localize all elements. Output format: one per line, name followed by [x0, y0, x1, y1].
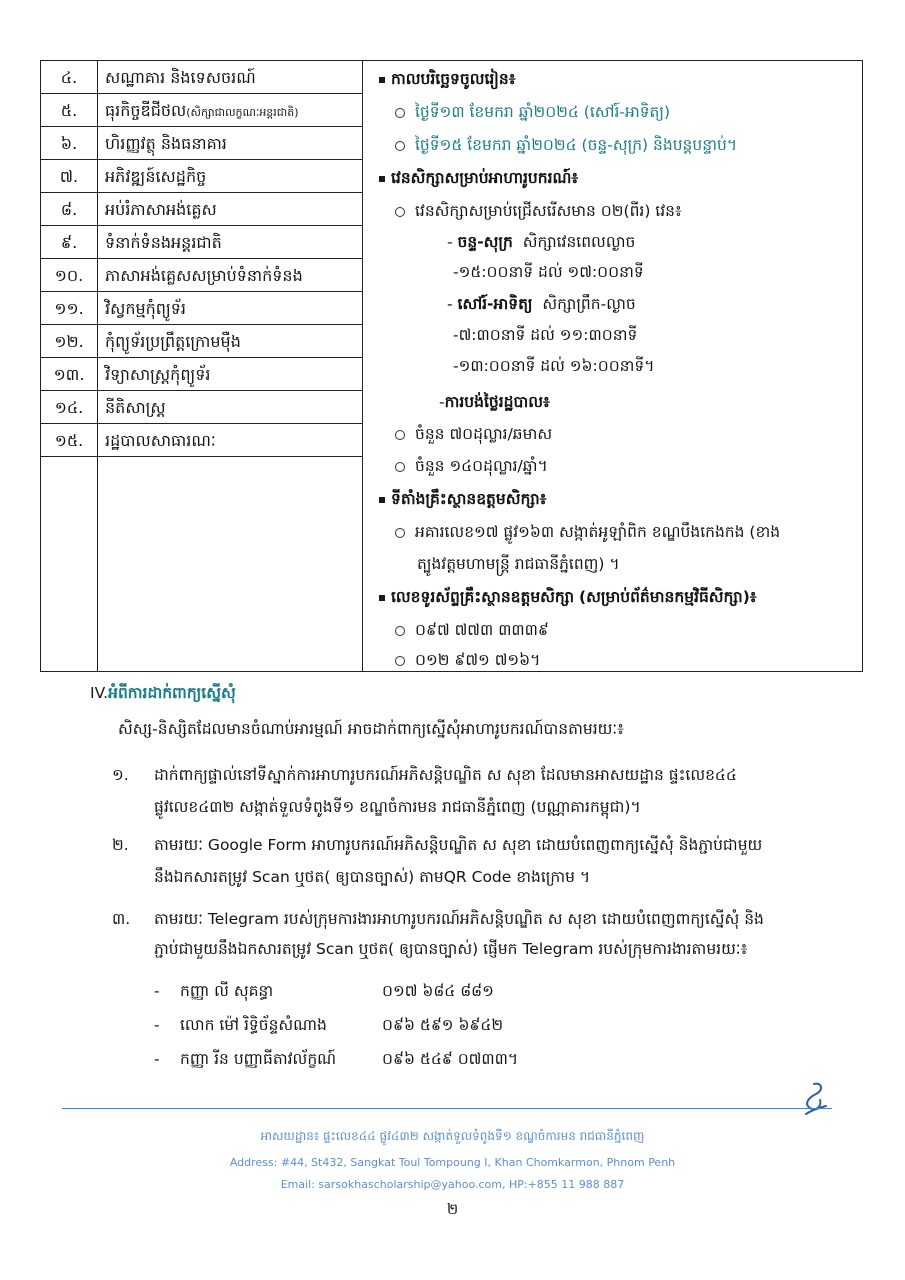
footer-email: Email: sarsokhascholarship@yahoo.com, HP:+855 11 988 887 — [280, 1178, 625, 1191]
circle-bullet-icon — [395, 528, 405, 538]
footer-address-en: Address: #44, St432, Sangkat Toul Tompoung I, Khan Chomkarmon, Phnom Penh — [229, 1156, 676, 1169]
item-1-line-2: ផ្លូវលេខ៤៣២ សង្កាត់ទួលទំពូងទី១ ខណ្ឌចំការមន រាជធានីភ្នំពេញ (បណ្ណាគារកម្ពុជា)។ — [154, 798, 641, 816]
contact-name: លោក ម៉ៅ រិទ្ធិច័ន្ទសំណាង — [180, 1016, 327, 1034]
contact-dash: - — [154, 982, 160, 1000]
row-number: ១៣. — [53, 365, 85, 384]
location-line-2: ត្បូងវត្តមហាមន្ត្រី រាជធានីភ្នំពេញ) ។ — [417, 555, 620, 573]
circle-bullet-icon — [395, 656, 405, 666]
square-bullet-icon — [379, 77, 385, 83]
footer-divider — [62, 1108, 832, 1109]
fee-heading: -ការបង់ថ្លៃរដ្ឋបាល៖ — [439, 393, 550, 411]
footer-address-kh: អាសយដ្ឋាន៖ ផ្ទះលេខ៤៤ ផ្លូវ៤៣២ សង្កាត់ទួលទំពូងទី១ ខណ្ឌចំការមន រាជធានីភ្នំពេញ — [260, 1129, 645, 1143]
phone-2: ០១២ ៩៧១ ៧១៦។ — [395, 645, 540, 675]
page-number: ២ — [446, 1200, 459, 1218]
row-subject: ធុរកិច្ចឌីជីថល(សិក្សាជាលក្ខណៈអន្តរជាតិ) — [105, 101, 299, 120]
table-row — [41, 391, 362, 424]
table-row — [41, 193, 362, 226]
row-subject: នីតិសាស្ត្រ — [105, 398, 166, 417]
row-subject: វិទ្យាសាស្ត្រកុំព្យូទ័រ — [105, 365, 211, 384]
circle-bullet-icon — [395, 626, 405, 636]
item-1-number: ១. — [112, 766, 129, 784]
contact-phone: ០១៧ ៦៨៤ ៨៨១ — [382, 982, 494, 1000]
table-row — [41, 424, 362, 457]
shift-weekend-time-2: -១៣:០០នាទី ដល់ ១៦:០០នាទី។ — [453, 357, 655, 375]
row-subject: រដ្ឋបាលសាធារណៈ — [105, 431, 216, 450]
table-row — [41, 259, 362, 292]
table-row — [41, 325, 362, 358]
row-number: ៥. — [60, 101, 78, 120]
contact-phone: ០៩៦ ៥៤៩ ០៧៣៣។ — [382, 1050, 519, 1068]
circle-bullet-icon — [395, 430, 405, 440]
item-3-line-2: ភ្ជាប់ជាមួយនឹងឯកសារតម្រូវ Scan ឬថត( ឲ្យបានច្បាស់) ផ្ញើមក Telegram របស់ក្រុមការងារតាមរយៈ៖ — [154, 940, 748, 958]
phone-heading: លេខទូរស័ព្ទគ្រឹះស្ថានឧត្តមសិក្សា (សម្រាប់ព័ត៌មានកម្មវិធីសិក្សា)៖ — [379, 582, 757, 612]
row-subject: ភាសាអង់គ្លេសសម្រាប់ទំនាក់ទំនង — [105, 266, 303, 285]
row-subject: ទំនាក់ទំនងអន្តរជាតិ — [105, 233, 222, 252]
contact-name: កញ្ញា រីន បញ្ញាធីតាវល័ក្ខណ៍ — [180, 1050, 337, 1068]
fee-semester: ចំនួន ៧០ដុល្លារ/ឆមាស — [395, 419, 552, 449]
table-row — [41, 94, 362, 127]
circle-bullet-icon — [395, 108, 405, 118]
item-2-number: ២. — [112, 836, 129, 854]
item-2-line-2: នឹងឯកសារតម្រូវ Scan ឬថត( ឲ្យបានច្បាស់) តាមQR Code ខាងក្រោម ។ — [154, 868, 591, 886]
circle-bullet-icon — [395, 207, 405, 217]
start-date-1: ថ្ងៃទី១៣ ខែមករា ឆ្នាំ២០២៤ (សៅរ៍-អាទិត្យ) — [395, 97, 670, 127]
circle-bullet-icon — [395, 141, 405, 151]
location-line-1: អគារលេខ១៧ ផ្លូវ១៦៣ សង្កាត់អូឡាំពិក ខណ្ឌបឹងកេងកង (ខាង — [395, 517, 780, 547]
row-number: ៦. — [60, 134, 78, 153]
shift-intro: វេនសិក្សាសម្រាប់ជ្រើសរើសមាន ០២(ពីរ) វេន៖ — [395, 196, 682, 226]
row-subject: វិស្វកម្មកុំព្យូទ័រ — [105, 299, 186, 318]
square-bullet-icon — [379, 595, 385, 601]
start-date-heading: កាលបរិច្ឆេទចូលរៀន៖ — [379, 64, 516, 94]
square-bullet-icon — [379, 497, 385, 503]
shift-weekday-time: -១៥:០០នាទី ដល់ ១៧:០០នាទី — [453, 263, 644, 281]
phone-1: ០៩៧ ៧៧៣ ៣៣៣៩ — [395, 615, 549, 645]
section-4-intro: សិស្ស-និស្សិតដែលមានចំណាប់អារម្មណ៍ អាចដាក់ពាក្យស្នើសុំអាហារូបករណ៍បានតាមរយៈ៖ — [118, 720, 624, 738]
table-row — [41, 358, 362, 391]
shift-heading: វេនសិក្សាសម្រាប់អាហារូបករណ៍៖ — [379, 163, 578, 193]
shift-weekend-time-1: -៧:៣០នាទី ដល់ ១១:៣០នាទី — [453, 326, 638, 344]
row-number: ៨. — [60, 200, 78, 219]
row-subject: ហិរញ្ញវត្ថុ និងធនាគារ — [105, 134, 227, 153]
row-number: ១២. — [54, 332, 84, 351]
row-number: ៧. — [59, 167, 79, 186]
row-number: ៩. — [60, 233, 78, 252]
contact-dash: - — [154, 1050, 160, 1068]
row-subject: អភិវឌ្ឍន៍សេដ្ឋកិច្ច — [105, 167, 207, 186]
row-number: ៤. — [60, 68, 78, 87]
shift-weekday: - ចន្ទ-សុក្រ សិក្សាវេនពេលល្ងាច — [447, 233, 636, 251]
table-row — [41, 226, 362, 259]
row-number: ១១. — [54, 299, 84, 318]
item-2-line-1: តាមរយៈ Google Form អាហារូបករណ៍អភិសន្តិបណ្ឌិត ស សុខា ដោយបំពេញពាក្យស្នើសុំ និងភ្ជាប់ជាមួយ — [154, 836, 763, 854]
fee-year: ចំនួន ១៤០ដុល្លារ/ឆ្នាំ។ — [395, 451, 548, 481]
square-bullet-icon — [379, 176, 385, 182]
contact-dash: - — [154, 1016, 160, 1034]
row-subject: កុំព្យូទ័រប្រព្រឹត្តក្រោមម៉ឺង — [105, 332, 241, 351]
row-number: ១៤. — [54, 398, 84, 417]
table-row — [41, 292, 362, 325]
row-subject-note: (សិក្សាជាលក្ខណៈអន្តរជាតិ) — [186, 106, 299, 119]
contact-name: កញ្ញា លី សុគន្ធា — [180, 982, 274, 1000]
item-3-number: ៣. — [112, 910, 131, 928]
item-3-line-1: តាមរយៈ Telegram របស់ក្រុមការងារអាហារូបករណ៍អភិសន្តិបណ្ឌិត ស សុខា ដោយបំពេញពាក្យស្នើសុំ និង — [154, 910, 764, 928]
location-heading: ទីតាំងគ្រឹះស្ថានឧត្តមសិក្សា៖ — [379, 484, 546, 514]
row-number: ១៥. — [54, 431, 84, 450]
shift-weekend: - សៅរ៍-អាទិត្យ សិក្សាព្រឹក-ល្ងាច — [447, 295, 636, 313]
subjects-table — [40, 60, 863, 672]
contact-phone: ០៩៦ ៥៩១ ៦៩៤២ — [382, 1016, 504, 1034]
table-row — [41, 160, 362, 193]
table-row — [41, 127, 362, 160]
circle-bullet-icon — [395, 462, 405, 472]
signature-icon — [792, 1080, 832, 1120]
table-row — [41, 61, 362, 94]
row-subject: អប់រំភាសាអង់គ្លេស — [105, 200, 217, 219]
start-date-2: ថ្ងៃទី១៥ ខែមករា ឆ្នាំ២០២៤ (ចន្ទ-សុក្រ) និងបន្តបន្ទាប់។ — [395, 130, 737, 160]
row-number: ១០. — [54, 266, 84, 285]
item-1-line-1: ដាក់ពាក្យផ្ទាល់នៅទីស្នាក់ការអាហារូបករណ៍អភិសន្តិបណ្ឌិត ស សុខា ដែលមានអាសយដ្ឋាន ផ្ទះលេខ៤៤ — [154, 766, 737, 784]
section-4-heading: IV.អំពីការដាក់ពាក្យស្នើសុំ — [90, 684, 236, 702]
row-subject: សណ្ឋាគារ និងទេសចរណ៍ — [105, 68, 256, 87]
